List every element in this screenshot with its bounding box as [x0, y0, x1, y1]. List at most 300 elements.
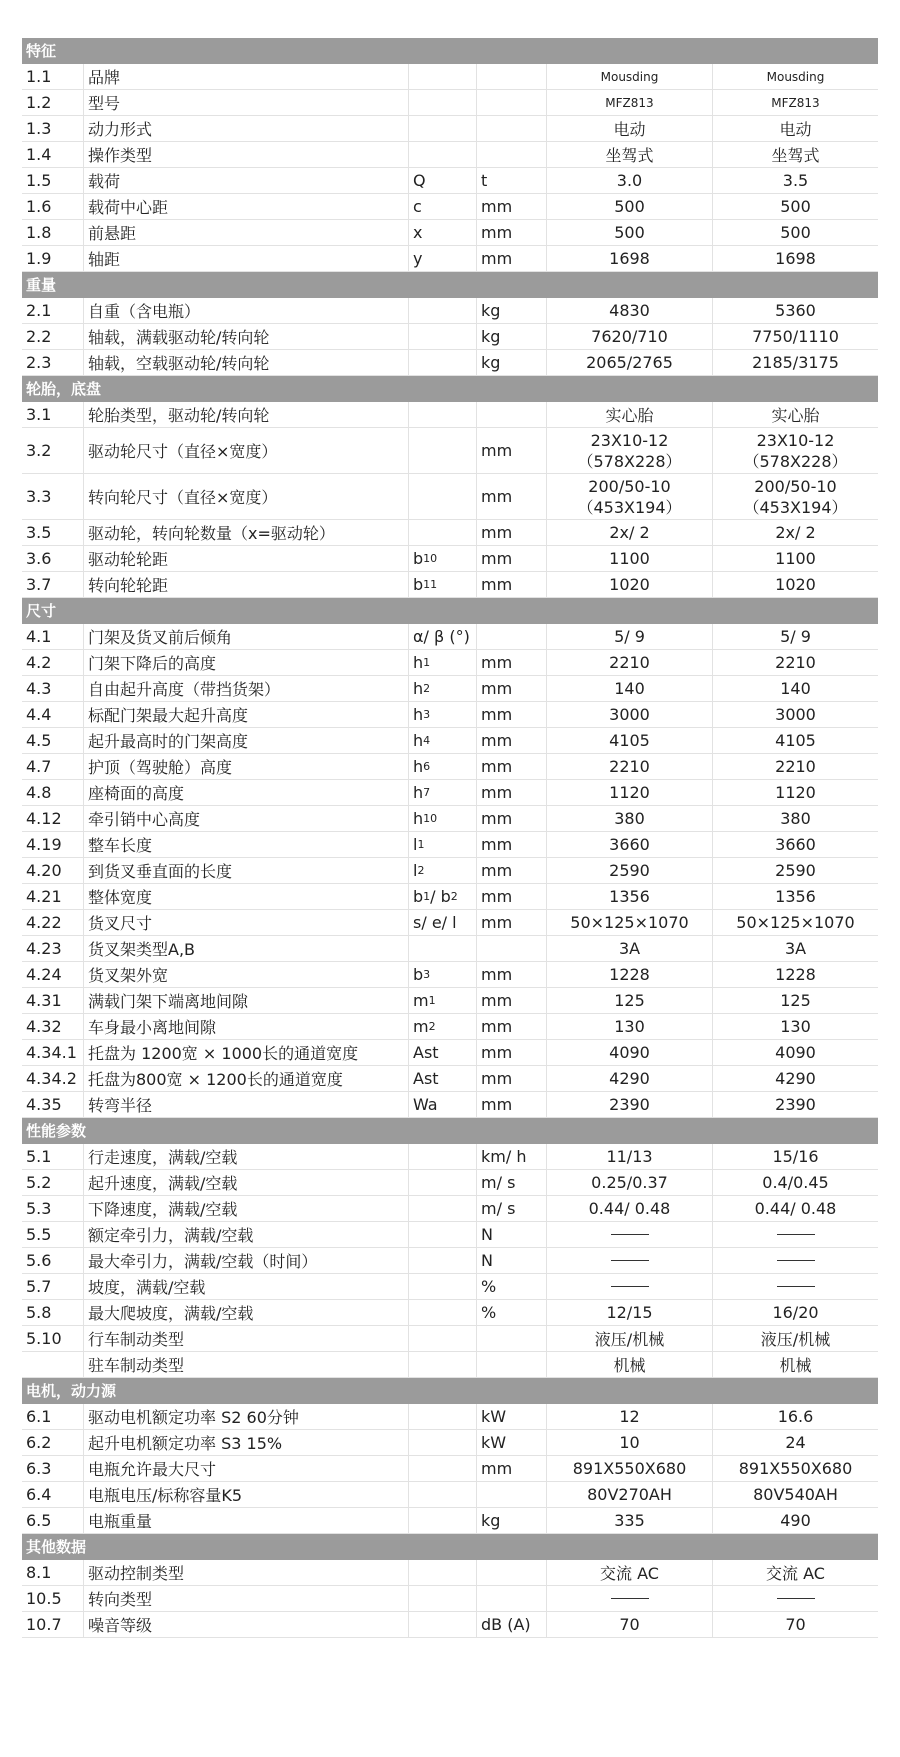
item-unit: mm	[477, 832, 547, 857]
dash-line	[777, 1286, 815, 1287]
item-unit: mm	[477, 546, 547, 571]
item-name: 货叉架类型A,B	[84, 936, 409, 961]
item-number: 1.3	[22, 116, 84, 141]
item-number: 6.5	[22, 1508, 84, 1533]
spec-row	[22, 962, 878, 988]
item-symbol: b 10	[409, 546, 477, 571]
spec-row	[22, 754, 878, 780]
item-name: 坡度，满载/空载	[84, 1274, 409, 1299]
model-2-value: 80V540AH	[753, 1485, 838, 1504]
model-2-value	[713, 1586, 878, 1611]
section-title: 特征	[26, 42, 57, 60]
section-title: 轮胎，底盘	[26, 380, 102, 398]
item-unit: mm	[477, 728, 547, 753]
model-2-value: 3660	[775, 835, 816, 854]
item-unit	[477, 90, 547, 115]
dash-line	[611, 1286, 649, 1287]
model-1-value: 10	[547, 1430, 713, 1455]
item-number: 8.1	[22, 1560, 84, 1585]
spec-row	[22, 168, 878, 194]
item-number: 4.23	[22, 936, 84, 961]
item-name: 最大牵引力，满载/空载（时间）	[84, 1248, 409, 1273]
item-number: 4.5	[22, 728, 84, 753]
model-2-value: 2390	[775, 1095, 816, 1114]
item-name: 电瓶重量	[84, 1508, 409, 1533]
item-number: 3.1	[22, 402, 84, 427]
spec-row	[22, 1404, 878, 1430]
item-unit: mm	[477, 780, 547, 805]
model-1-value	[547, 1222, 713, 1247]
model-1-value: 4105	[547, 728, 713, 753]
spec-row	[22, 428, 878, 474]
symbol-text: m	[413, 1017, 429, 1036]
model-1-value: 7620/710	[547, 324, 713, 349]
model-2-value: 交流 AC	[766, 1564, 825, 1583]
model-2-value: Mousding	[766, 69, 825, 84]
model-2-value: 机械	[779, 1356, 812, 1375]
model-2-value	[713, 428, 878, 473]
model-1-value: 2210	[547, 650, 713, 675]
item-symbol	[409, 624, 477, 649]
item-unit: mm	[477, 572, 547, 597]
model-2-value: 500	[780, 197, 811, 216]
item-name: 转弯半径	[84, 1092, 409, 1117]
item-unit	[477, 1586, 547, 1611]
model-2-value: 0.4/0.45	[762, 1173, 829, 1192]
spec-row	[22, 832, 878, 858]
item-symbol	[409, 474, 477, 519]
item-unit: t	[477, 168, 547, 193]
item-name: 操作类型	[84, 142, 409, 167]
item-symbol	[409, 910, 477, 935]
model-1-value: 1698	[547, 246, 713, 271]
spec-row	[22, 64, 878, 90]
item-symbol	[409, 428, 477, 473]
model-2-value	[713, 1248, 878, 1273]
spec-row	[22, 806, 878, 832]
item-unit: kW	[477, 1404, 547, 1429]
item-name: 门架下降后的高度	[84, 650, 409, 675]
symbol-text: h	[413, 679, 424, 698]
item-symbol	[409, 1586, 477, 1611]
item-symbol: b 3	[409, 962, 477, 987]
item-name: 载荷中心距	[84, 194, 409, 219]
model-1-value: 500	[547, 194, 713, 219]
model-1-value: 2210	[547, 754, 713, 779]
section-title: 性能参数	[26, 1122, 87, 1140]
model-1-value: 125	[547, 988, 713, 1013]
model-1-value: 11/13	[547, 1144, 713, 1169]
item-number: 5.7	[22, 1274, 84, 1299]
symbol-text: m	[413, 991, 429, 1010]
spec-row	[22, 1508, 878, 1534]
spec-row	[22, 1014, 878, 1040]
item-symbol	[409, 1430, 477, 1455]
spec-row	[22, 910, 878, 936]
item-unit: mm	[477, 194, 547, 219]
item-number: 6.2	[22, 1430, 84, 1455]
item-symbol	[409, 1040, 477, 1065]
item-symbol: l 1	[409, 832, 477, 857]
model-2-value: 7750/1110	[752, 327, 839, 346]
item-number: 1.8	[22, 220, 84, 245]
item-name: 轴距	[84, 246, 409, 271]
item-name: 驱动轮轮距	[84, 546, 409, 571]
model-1-value: 2x/ 2	[547, 520, 713, 545]
model-2-value: 坐驾式	[771, 146, 820, 165]
item-number: 4.19	[22, 832, 84, 857]
model-2-value: 140	[780, 679, 811, 698]
model-2-value: 1020	[775, 575, 816, 594]
item-unit: kg	[477, 350, 547, 375]
symbol-text: y	[413, 249, 423, 268]
item-number: 4.4	[22, 702, 84, 727]
item-symbol	[409, 142, 477, 167]
item-name: 动力形式	[84, 116, 409, 141]
dash-line	[777, 1598, 815, 1599]
symbol-text: h	[413, 731, 424, 750]
item-number: 4.1	[22, 624, 84, 649]
spec-row	[22, 702, 878, 728]
item-number: 1.5	[22, 168, 84, 193]
item-unit: mm	[477, 806, 547, 831]
spec-row	[22, 624, 878, 650]
symbol-text: h	[413, 653, 424, 672]
symbol-text: b	[413, 887, 424, 906]
item-name: 座椅面的高度	[84, 780, 409, 805]
section-header	[22, 38, 878, 64]
item-number: 4.20	[22, 858, 84, 883]
item-symbol: h 6	[409, 754, 477, 779]
item-symbol: h 10	[409, 806, 477, 831]
item-number: 4.7	[22, 754, 84, 779]
item-unit: mm	[477, 1066, 547, 1091]
model-2-value: 130	[780, 1017, 811, 1036]
spec-row	[22, 1456, 878, 1482]
model-1-value: 电动	[547, 116, 713, 141]
model-1-value: 3A	[547, 936, 713, 961]
item-symbol	[409, 220, 477, 245]
item-number: 5.6	[22, 1248, 84, 1273]
item-number: 5.3	[22, 1196, 84, 1221]
item-name: 轮胎类型，驱动轮/转向轮	[84, 402, 409, 427]
item-name: 起升速度，满载/空载	[84, 1170, 409, 1195]
item-name: 驱动电机额定功率 S2 60分钟	[84, 1404, 409, 1429]
item-symbol	[409, 1300, 477, 1325]
model-1-value: 1356	[547, 884, 713, 909]
item-unit: kg	[477, 324, 547, 349]
model-1-value: 50×125×1070	[547, 910, 713, 935]
model-2-value: 490	[780, 1511, 811, 1530]
item-number: 2.2	[22, 324, 84, 349]
section-title: 重量	[26, 276, 57, 294]
item-number: 3.7	[22, 572, 84, 597]
item-number: 1.4	[22, 142, 84, 167]
item-unit: m/ s	[477, 1170, 547, 1195]
item-name: 门架及货叉前后倾角	[84, 624, 409, 649]
item-unit: mm	[477, 884, 547, 909]
item-symbol	[409, 1352, 477, 1377]
item-symbol	[409, 90, 477, 115]
model-2-value	[713, 1274, 878, 1299]
model-1-value: Mousding	[547, 64, 713, 89]
section-title: 尺寸	[26, 602, 57, 620]
model-1-value: 12	[547, 1404, 713, 1429]
symbol-text: b	[413, 575, 424, 594]
model-2-value: 1100	[775, 549, 816, 568]
item-number	[22, 1352, 84, 1377]
spec-row	[22, 246, 878, 272]
item-number: 4.34.1	[22, 1040, 84, 1065]
model-2-value	[713, 1222, 878, 1247]
item-number: 1.9	[22, 246, 84, 271]
item-symbol: h 3	[409, 702, 477, 727]
item-name: 型号	[84, 90, 409, 115]
spec-row	[22, 1222, 878, 1248]
symbol-text: Wa	[413, 1095, 438, 1114]
item-name: 电瓶允许最大尺寸	[84, 1456, 409, 1481]
model-1-value: 4290	[547, 1066, 713, 1091]
item-symbol	[409, 1144, 477, 1169]
item-name: 自由起升高度（带挡货架）	[84, 676, 409, 701]
section-header	[22, 1118, 878, 1144]
item-symbol	[409, 324, 477, 349]
spec-row	[22, 1586, 878, 1612]
item-unit: mm	[477, 910, 547, 935]
model-1-value	[547, 428, 713, 473]
spec-row	[22, 572, 878, 598]
item-unit	[477, 624, 547, 649]
spec-row	[22, 1248, 878, 1274]
item-number: 4.35	[22, 1092, 84, 1117]
item-symbol: l 2	[409, 858, 477, 883]
model-1-value: 交流 AC	[547, 1560, 713, 1585]
item-symbol	[409, 1092, 477, 1117]
spec-row	[22, 1066, 878, 1092]
section-header	[22, 598, 878, 624]
item-name: 驱动控制类型	[84, 1560, 409, 1585]
symbol-text: Q	[413, 171, 426, 190]
model-1-value: 坐驾式	[547, 142, 713, 167]
item-unit: %	[477, 1300, 547, 1325]
item-number: 3.6	[22, 546, 84, 571]
model-2-value: 500	[780, 223, 811, 242]
model-2-value: 5360	[775, 301, 816, 320]
model-1-value: 4830	[547, 298, 713, 323]
model-2-value: 2590	[775, 861, 816, 880]
value-line-1: 23X10-12	[590, 430, 669, 450]
item-unit: mm	[477, 474, 547, 519]
item-symbol	[409, 1456, 477, 1481]
item-name: 满载门架下端离地间隙	[84, 988, 409, 1013]
item-name: 品牌	[84, 64, 409, 89]
section-header	[22, 272, 878, 298]
item-name: 托盘为800宽 × 1200长的通道宽度	[84, 1066, 409, 1091]
model-1-value	[547, 474, 713, 519]
model-1-value: 80V270AH	[547, 1482, 713, 1507]
spec-row	[22, 194, 878, 220]
item-symbol: b 1 / b 2	[409, 884, 477, 909]
spec-row	[22, 936, 878, 962]
item-name: 整体宽度	[84, 884, 409, 909]
model-2-value: 5/ 9	[780, 627, 811, 646]
item-unit: dB (A)	[477, 1612, 547, 1637]
item-name: 轴载，空载驱动轮/转向轮	[84, 350, 409, 375]
item-name: 驱动轮，转向轮数量（x=驱动轮）	[84, 520, 409, 545]
item-symbol: h 1	[409, 650, 477, 675]
model-1-value	[547, 1586, 713, 1611]
spec-row	[22, 1196, 878, 1222]
spec-row	[22, 1430, 878, 1456]
item-unit	[477, 402, 547, 427]
item-number: 5.2	[22, 1170, 84, 1195]
model-2-value: 3.5	[782, 171, 809, 190]
model-1-value: 1120	[547, 780, 713, 805]
item-symbol	[409, 1560, 477, 1585]
item-unit	[477, 64, 547, 89]
symbol-text: l	[413, 861, 418, 880]
spec-row	[22, 116, 878, 142]
item-unit	[477, 1482, 547, 1507]
item-unit: mm	[477, 988, 547, 1013]
model-2-value: 实心胎	[771, 406, 820, 425]
model-2-value: 16.6	[777, 1407, 814, 1426]
item-symbol	[409, 350, 477, 375]
item-unit: mm	[477, 428, 547, 473]
item-unit: mm	[477, 650, 547, 675]
model-1-value: 140	[547, 676, 713, 701]
model-2-value: 4105	[775, 731, 816, 750]
item-unit	[477, 936, 547, 961]
symbol-text: h	[413, 757, 424, 776]
item-name: 下降速度，满载/空载	[84, 1196, 409, 1221]
spec-row	[22, 1326, 878, 1352]
item-number: 4.34.2	[22, 1066, 84, 1091]
symbol-text: b	[413, 965, 424, 984]
item-number: 6.3	[22, 1456, 84, 1481]
model-2-value: 891X550X680	[738, 1459, 853, 1478]
model-2-value: 0.44/ 0.48	[754, 1199, 837, 1218]
item-unit: km/ h	[477, 1144, 547, 1169]
item-unit: kW	[477, 1430, 547, 1455]
item-name: 货叉尺寸	[84, 910, 409, 935]
model-2-value: 70	[785, 1615, 806, 1634]
item-name: 行车制动类型	[84, 1326, 409, 1351]
spec-row	[22, 1092, 878, 1118]
item-symbol	[409, 298, 477, 323]
item-number: 6.1	[22, 1404, 84, 1429]
item-unit: N	[477, 1222, 547, 1247]
model-2-value: 50×125×1070	[736, 913, 855, 932]
model-2-value: 1356	[775, 887, 816, 906]
item-symbol	[409, 1508, 477, 1533]
section-header	[22, 376, 878, 402]
spec-row	[22, 520, 878, 546]
model-1-value: 130	[547, 1014, 713, 1039]
spec-row	[22, 350, 878, 376]
item-name: 护顶（驾驶舱）高度	[84, 754, 409, 779]
item-number: 1.2	[22, 90, 84, 115]
item-unit: %	[477, 1274, 547, 1299]
item-number: 4.12	[22, 806, 84, 831]
item-number: 5.5	[22, 1222, 84, 1247]
item-unit: kg	[477, 1508, 547, 1533]
item-symbol	[409, 194, 477, 219]
item-name: 转向类型	[84, 1586, 409, 1611]
item-symbol	[409, 1612, 477, 1637]
spec-row	[22, 1170, 878, 1196]
item-symbol: h 7	[409, 780, 477, 805]
item-name: 驱动轮尺寸（直径×宽度）	[84, 428, 409, 473]
item-number: 4.3	[22, 676, 84, 701]
item-number: 3.3	[22, 474, 84, 519]
model-2-value: MFZ813	[771, 95, 820, 110]
spec-table	[22, 38, 878, 1638]
item-name: 前悬距	[84, 220, 409, 245]
item-unit: mm	[477, 520, 547, 545]
item-symbol: h 2	[409, 676, 477, 701]
model-2-value: 液压/机械	[760, 1330, 831, 1349]
spec-row	[22, 220, 878, 246]
symbol-text: h	[413, 809, 424, 828]
symbol-text-2: / b	[430, 887, 451, 906]
item-name: 额定牵引力，满载/空载	[84, 1222, 409, 1247]
symbol-text: b	[413, 549, 424, 568]
item-number: 6.4	[22, 1482, 84, 1507]
dash-line	[777, 1234, 815, 1235]
item-unit: mm	[477, 1014, 547, 1039]
spec-row	[22, 1040, 878, 1066]
model-2-value: 24	[785, 1433, 806, 1452]
symbol-text: α/ β (°)	[413, 627, 470, 646]
item-number: 5.8	[22, 1300, 84, 1325]
model-1-value: 2590	[547, 858, 713, 883]
model-2-value: 2210	[775, 757, 816, 776]
item-name: 牵引销中心高度	[84, 806, 409, 831]
item-name: 行走速度，满载/空载	[84, 1144, 409, 1169]
item-number: 4.31	[22, 988, 84, 1013]
value-line-2: （453X194）	[577, 497, 682, 517]
model-1-value: 1228	[547, 962, 713, 987]
dash-line	[611, 1234, 649, 1235]
value-line-1: 23X10-12	[756, 430, 835, 450]
spec-row	[22, 780, 878, 806]
item-number: 4.21	[22, 884, 84, 909]
item-unit	[477, 1352, 547, 1377]
item-name: 到货叉垂直面的长度	[84, 858, 409, 883]
model-1-value: 335	[547, 1508, 713, 1533]
item-unit	[477, 116, 547, 141]
model-1-value: 3660	[547, 832, 713, 857]
model-1-value: 70	[547, 1612, 713, 1637]
model-1-value: 12/15	[547, 1300, 713, 1325]
item-name: 电瓶电压/标称容量K5	[84, 1482, 409, 1507]
item-symbol: h 4	[409, 728, 477, 753]
spec-row	[22, 728, 878, 754]
item-unit: mm	[477, 858, 547, 883]
item-symbol	[409, 1482, 477, 1507]
symbol-text: s/ e/ l	[413, 913, 457, 932]
symbol-text: h	[413, 705, 424, 724]
symbol-text: l	[413, 835, 418, 854]
item-number: 1.1	[22, 64, 84, 89]
model-1-value: 3.0	[547, 168, 713, 193]
model-1-value: 5/ 9	[547, 624, 713, 649]
item-symbol	[409, 1248, 477, 1273]
model-2-value: 4090	[775, 1043, 816, 1062]
item-name: 最大爬坡度，满载/空载	[84, 1300, 409, 1325]
item-unit: m/ s	[477, 1196, 547, 1221]
